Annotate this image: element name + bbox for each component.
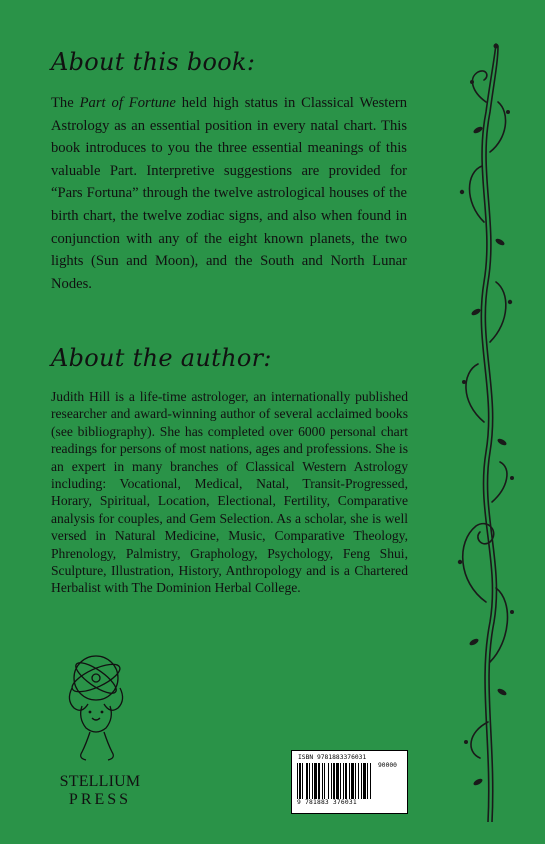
- book-title-italic: Part of Fortune: [79, 95, 176, 111]
- atlas-globe-logo: [52, 648, 142, 766]
- isbn-barcode: [291, 750, 408, 814]
- decorative-vine-border: [448, 42, 518, 822]
- price-code: 90000: [378, 762, 397, 769]
- about-author-heading: About the author:: [51, 344, 272, 372]
- publisher-name-line2: PRESS: [68, 791, 132, 808]
- publisher-name-line1: STELLIUM: [59, 773, 141, 790]
- about-book-body: held high status in Classical Western Astrology as an essential position in every natal chart. This book introduces to you the three essential meanings of this valuable Part. Interpretive suggestions are provided for “Pars Fortuna” through the twelve astrological houses of the birth chart, the twelve zodiac signs, and also when found in conjunction with any of the eight known planets, the two lights (Sun and Moon), and the South and North Lunar Nodes.: [51, 95, 407, 292]
- isbn-label: ISBN 9781883376031: [298, 754, 367, 761]
- barcode-digits: 9 781883 376031: [297, 799, 357, 806]
- about-book-text: [51, 92, 407, 295]
- barcode-bars: [297, 763, 403, 799]
- about-book-pre: The: [51, 95, 80, 111]
- about-book-heading: About this book:: [51, 48, 256, 76]
- about-author-text: Judith Hill is a life-time astrologer, an internationally published researcher and award-winning author of several acclaimed books (see bibliography). She has completed over 6000 personal chart readings for persons of most nations, ages and professions. She is an expert in many branches of Classical Western Astrology including: Vocational, Medical, Natal, Transit-Progressed, Horary, Spiritual, Location, Electional, Fertility, Comparative analysis for couples, and Gem Selection. As a scholar, she is well versed in Natural Medicine, Music, Comparative Theology, Phrenology, Palmistry, Graphology, Psychology, Feng Shui, Sculpture, Illustration, History, Anthropology and is a Chartered Herbalist with The Dominion Herbal College.: [51, 389, 408, 596]
